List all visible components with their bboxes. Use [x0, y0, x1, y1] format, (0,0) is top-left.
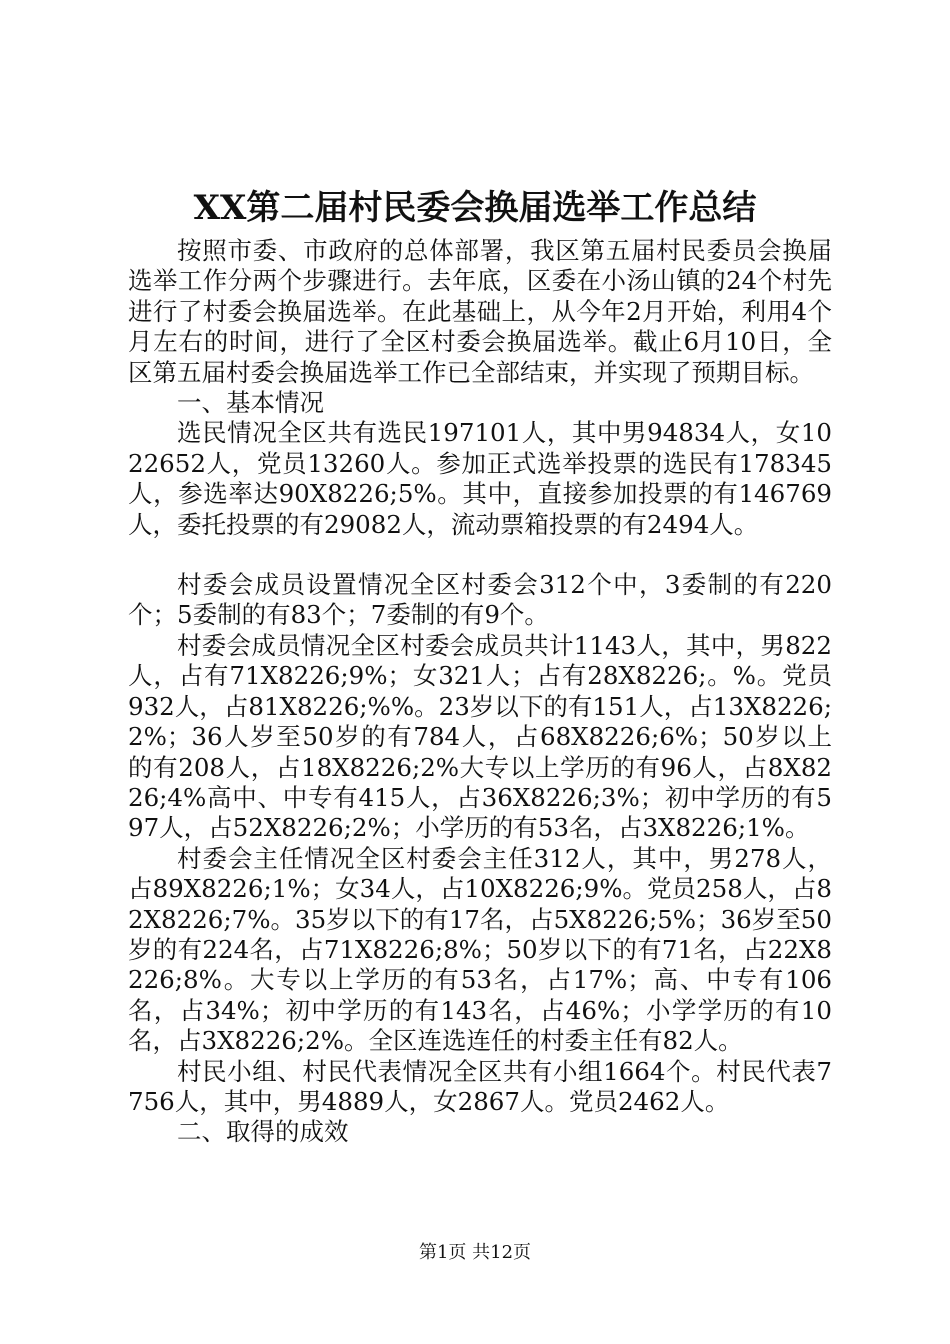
committee-setup-paragraph: 村委会成员设置情况全区村委会312个中，3委制的有220个；5委制的有83个；7委制的有9个。 [128, 570, 832, 630]
paragraph-spacer [128, 540, 832, 570]
village-groups-paragraph: 村民小组、村民代表情况全区共有小组1664个。村民代表7756人，其中，男4889人，女2867人。党员2462人。 [128, 1056, 832, 1116]
intro-paragraph: 按照市委、市政府的总体部署，我区第五届村民委员会换届选举工作分两个步骤进行。去年底，区委在小汤山镇的24个村先进行了村委会换届选举。在此基础上，从今年2月开始，利用4个月左右的时间，进行了全区村委会换届选举。截止6月10日，全区第五届村委会换届选举工作已全部结束，并实现了预期目标。 [128, 236, 832, 387]
committee-members-paragraph: 村委会成员情况全区村委会成员共计1143人，其中，男822人，占有71X8226;9%；女321人；占有28X8226;。%。党员932人，占81X8226;%%。23岁以下的有151人，占13X8226;2%；36人岁至50岁的有784人，占68X8226;6%；50岁以上的有208人，占18X8226;2%大专以上学历的有96人，占8X8226;4%高中、中专有415人，占36X8226;3%；初中学历的有597人，占52X8226;2%；小学历的有53名，占3X8226;1%。 [128, 630, 832, 843]
document-title: XX第二届村民委会换届选举工作总结 [193, 188, 757, 228]
committee-directors-paragraph: 村委会主任情况全区村委会主任312人，其中，男278人，占89X8226;1%；女34人，占10X8226;9%。党员258人，占82X8226;7%。35岁以下的有17名，占5X8226;5%；36岁至50岁的有224名，占71X8226;8%；50岁以下的有71名，占22X8226;8%。大专以上学历的有53名，占17%；高、中专有106名，占34%；初中学历的有143名，占46%；小学学历的有10名，占3X8226;2%。全区连选连任的村委主任有82人。 [128, 843, 832, 1056]
voters-paragraph: 选民情况全区共有选民197101人，其中男94834人，女1022652人，党员13260人。参加正式选举投票的选民有178345人，参选率达90X8226;5%。其中，直接参加投票的有146769人，委托投票的有29082人，流动票箱投票的有2494人。 [128, 418, 832, 539]
section-heading-basic-situation: 一、基本情况 [177, 388, 324, 418]
page-number-footer: 第1页 共12页 [418, 1242, 532, 1263]
section-heading-achievements: 二、取得的成效 [177, 1117, 349, 1147]
document-body [128, 236, 832, 1148]
